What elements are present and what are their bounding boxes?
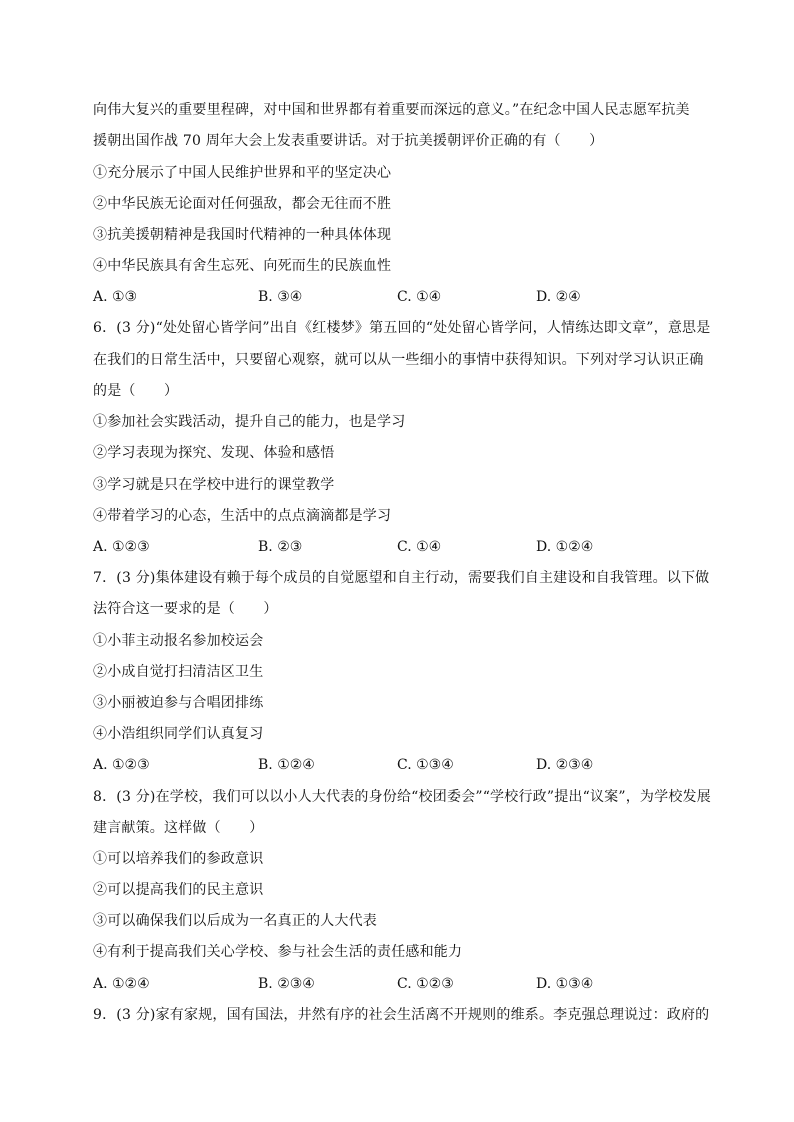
question-7-item-2: ②小成自觉打扫清洁区卫生 bbox=[93, 664, 264, 680]
question-8-item-4: ④有利于提高我们关心学校、参与社会生活的责任感和能力 bbox=[93, 944, 463, 960]
question-5-text-line-1: 向伟大复兴的重要里程碑，对中国和世界都有着重要而深远的意义。”在纪念中国人民志愿军抗美 bbox=[93, 102, 690, 118]
question-5-item-1: ①充分展示了中国人民维护世界和平的坚定决心 bbox=[93, 165, 392, 181]
question-6-text-line-1: 6．(3 分)“处处留心皆学问”出自《红楼梦》第五回的“处处留心皆学问，人情练达即文章”，意思是 bbox=[93, 320, 711, 336]
question-6-item-1: ①参加社会实践活动，提升自己的能力，也是学习 bbox=[93, 414, 406, 430]
question-6-option-d: D. ①②④ bbox=[536, 539, 594, 555]
question-8-item-3: ③可以确保我们以后成为一名真正的人大代表 bbox=[93, 913, 377, 929]
question-7-option-b: B. ①②④ bbox=[258, 757, 315, 773]
question-8-text-line-1: 8．(3 分)在学校，我们可以以小人大代表的身份给“校团委会”“学校行政”提出“议案”，为学校发展 bbox=[93, 789, 711, 805]
question-7-option-d: D. ②③④ bbox=[536, 757, 594, 773]
question-7-option-a: A. ①②③ bbox=[93, 757, 150, 773]
question-5-option-d: D. ②④ bbox=[536, 289, 581, 305]
question-6-option-c: C. ①④ bbox=[397, 539, 442, 555]
question-6-option-a: A. ①②③ bbox=[93, 539, 150, 555]
question-8-option-b: B. ②③④ bbox=[258, 976, 315, 992]
question-8-option-c: C. ①②③ bbox=[397, 976, 454, 992]
question-7-text-line-2: 法符合这一要求的是（ ） bbox=[93, 601, 278, 617]
question-5-item-3: ③抗美援朝精神是我国时代精神的一种具体体现 bbox=[93, 227, 392, 243]
question-6-item-2: ②学习表现为探究、发现、体验和感悟 bbox=[93, 445, 335, 461]
question-5-option-a: A. ①③ bbox=[93, 289, 138, 305]
question-7-text-line-1: 7．(3 分)集体建设有赖于每个成员的自觉愿望和自主行动，需要我们自主建设和自我管理。以下做 bbox=[93, 570, 710, 586]
question-7-item-4: ④小浩组织同学们认真复习 bbox=[93, 726, 264, 742]
question-8-text-line-2: 建言献策。这样做（ ） bbox=[93, 820, 264, 836]
question-9-text-line-1: 9．(3 分)家有家规，国有国法，井然有序的社会生活离不开规则的维系。李克强总理说过：政府的 bbox=[93, 1007, 710, 1023]
question-6-option-b: B. ②③ bbox=[258, 539, 303, 555]
question-5-option-c: C. ①④ bbox=[397, 289, 442, 305]
question-6-item-4: ④带着学习的心态，生活中的点点滴滴都是学习 bbox=[93, 508, 392, 524]
question-5-item-4: ④中华民族具有舍生忘死、向死而生的民族血性 bbox=[93, 258, 392, 274]
question-8-option-d: D. ①③④ bbox=[536, 976, 594, 992]
question-8-option-a: A. ①②④ bbox=[93, 976, 150, 992]
question-6-text-line-2: 在我们的日常生活中，只要留心观察，就可以从一些细小的事情中获得知识。下列对学习认识正确 bbox=[93, 352, 704, 368]
question-7-item-3: ③小丽被迫参与合唱团排练 bbox=[93, 695, 264, 711]
question-7-item-1: ①小菲主动报名参加校运会 bbox=[93, 633, 264, 649]
question-5-item-2: ②中华民族无论面对任何强敌，都会无往而不胜 bbox=[93, 196, 392, 212]
question-6-text-line-3: 的是（ ） bbox=[93, 383, 179, 399]
question-5-text-line-2: 援朝出国作战 70 周年大会上发表重要讲话。对于抗美援朝评价正确的有（ ） bbox=[93, 133, 604, 149]
question-6-item-3: ③学习就是只在学校中进行的课堂教学 bbox=[93, 477, 335, 493]
question-8-item-1: ①可以培养我们的参政意识 bbox=[93, 851, 264, 867]
question-8-item-2: ②可以提高我们的民主意识 bbox=[93, 882, 264, 898]
question-7-option-c: C. ①③④ bbox=[397, 757, 454, 773]
question-5-option-b: B. ③④ bbox=[258, 289, 303, 305]
